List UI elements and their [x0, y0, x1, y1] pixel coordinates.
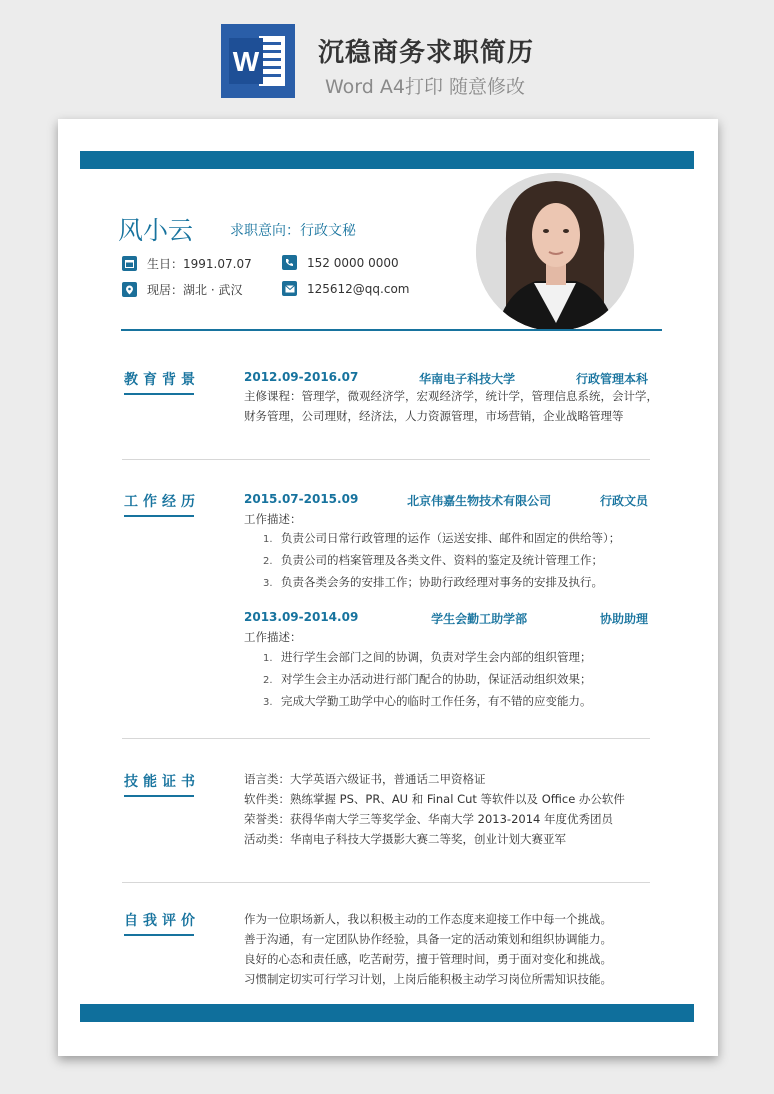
list-item: 2. 对学生会主办活动进行部门配合的协助，保证活动组织效果； — [263, 672, 592, 686]
skills-list — [244, 769, 625, 849]
skills-title-underline — [124, 795, 194, 797]
calendar-icon — [122, 256, 137, 271]
job-items — [263, 647, 592, 713]
job-date: 2013.09-2014.09 — [244, 610, 359, 624]
self-line: 作为一位职场新人，我以积极主动的工作态度来迎接工作中每一个挑战。 — [244, 912, 612, 926]
skill-line: 语言类：大学英语六级证书，普通话二甲资格证 — [244, 772, 486, 786]
course-line: 财务管理，公司理财，经济法，人力资源管理，市场营销，企业战略管理等 — [244, 409, 624, 423]
job-date: 2015.07-2015.09 — [244, 492, 359, 506]
job-desc-label: 工作描述： — [244, 630, 302, 644]
portrait-photo — [476, 173, 634, 331]
skills-title: 技能证书 — [124, 774, 200, 790]
self-title: 自我评价 — [124, 913, 200, 929]
section-divider — [122, 882, 650, 883]
phone-text: 152 0000 0000 — [307, 255, 399, 270]
list-item: 1. 进行学生会部门之间的协调，负责对学生会内部的组织管理； — [263, 650, 592, 664]
list-item: 2. 负责公司的档案管理及各类文件、资料的鉴定及统计管理工作； — [263, 553, 603, 567]
top-bar — [80, 151, 694, 169]
self-line: 良好的心态和责任感，吃苦耐劳，擅于管理时间，勇于面对变化和挑战。 — [244, 952, 612, 966]
job-items — [263, 528, 620, 594]
section-divider — [122, 459, 650, 460]
page-title: 沉稳商务求职简历 — [318, 38, 535, 68]
job-company: 北京伟嘉生物技术有限公司 — [407, 494, 552, 508]
course-line: 主修课程：管理学，微观经济学，宏观经济学，统计学，管理信息系统，会计学， — [244, 389, 658, 403]
list-item: 3. 负责各类会务的安排工作；协助行政经理对事务的安排及执行。 — [263, 575, 603, 589]
skill-line: 软件类：熟练掌握 PS、PR、AU 和 Final Cut 等软件以及 Office 办公软件 — [244, 792, 625, 806]
job-role: 协助助理 — [599, 612, 648, 626]
word-icon — [221, 24, 295, 98]
self-evaluation — [244, 909, 612, 989]
job-row — [244, 610, 648, 627]
job-company: 学生会勤工助学部 — [431, 612, 528, 626]
location-pin-icon — [122, 282, 137, 297]
list-item: 1. 负责公司日常行政管理的运作（运送安排、邮件和固定的供给等）； — [263, 531, 621, 545]
education-degree: 行政管理本科 — [575, 372, 648, 386]
job-desc-label: 工作描述： — [244, 512, 302, 526]
self-title-underline — [124, 934, 194, 936]
education-row — [244, 370, 648, 387]
header-divider — [121, 329, 662, 331]
skill-line: 荣誉类：获得华南大学三等奖学金、华南大学 2013-2014 年度优秀团员 — [244, 812, 613, 826]
section-divider — [122, 738, 650, 739]
bottom-bar — [80, 1004, 694, 1022]
job-role: 行政文员 — [599, 494, 648, 508]
residence-text: 现居：湖北 · 武汉 — [147, 283, 243, 297]
residence-info — [122, 281, 242, 298]
email-text: 125612@qq.com — [307, 281, 410, 296]
job-row — [244, 492, 648, 509]
education-school: 华南电子科技大学 — [419, 372, 516, 386]
birth-text: 生日：1991.07.07 — [147, 257, 252, 271]
svg-text:W: W — [232, 46, 260, 77]
resume-page — [58, 119, 718, 1056]
education-title-underline — [124, 393, 194, 395]
list-item: 3. 完成大学勤工助学中心的临时工作任务，有不错的应变能力。 — [263, 694, 592, 708]
phone-info — [282, 255, 399, 270]
education-title: 教育背景 — [124, 372, 200, 388]
job-intent: 求职意向：行政文秘 — [230, 223, 356, 239]
work-title-underline — [124, 515, 194, 517]
mail-icon — [282, 281, 297, 296]
candidate-name: 风小云 — [118, 216, 194, 245]
self-line: 善于沟通，有一定团队协作经验，具备一定的活动策划和组织协调能力。 — [244, 932, 612, 946]
header — [0, 0, 774, 110]
skill-line: 活动类：华南电子科技大学摄影大赛二等奖，创业计划大赛亚军 — [244, 832, 566, 846]
email-info — [282, 281, 410, 296]
work-title: 工作经历 — [124, 494, 200, 510]
phone-icon — [282, 255, 297, 270]
education-date: 2012.09-2016.07 — [244, 370, 359, 384]
birth-info — [122, 255, 252, 272]
education-courses — [244, 386, 658, 426]
page-subtitle: Word A4打印 随意修改 — [325, 76, 526, 98]
self-line: 习惯制定切实可行学习计划，上岗后能积极主动学习岗位所需知识技能。 — [244, 972, 612, 986]
